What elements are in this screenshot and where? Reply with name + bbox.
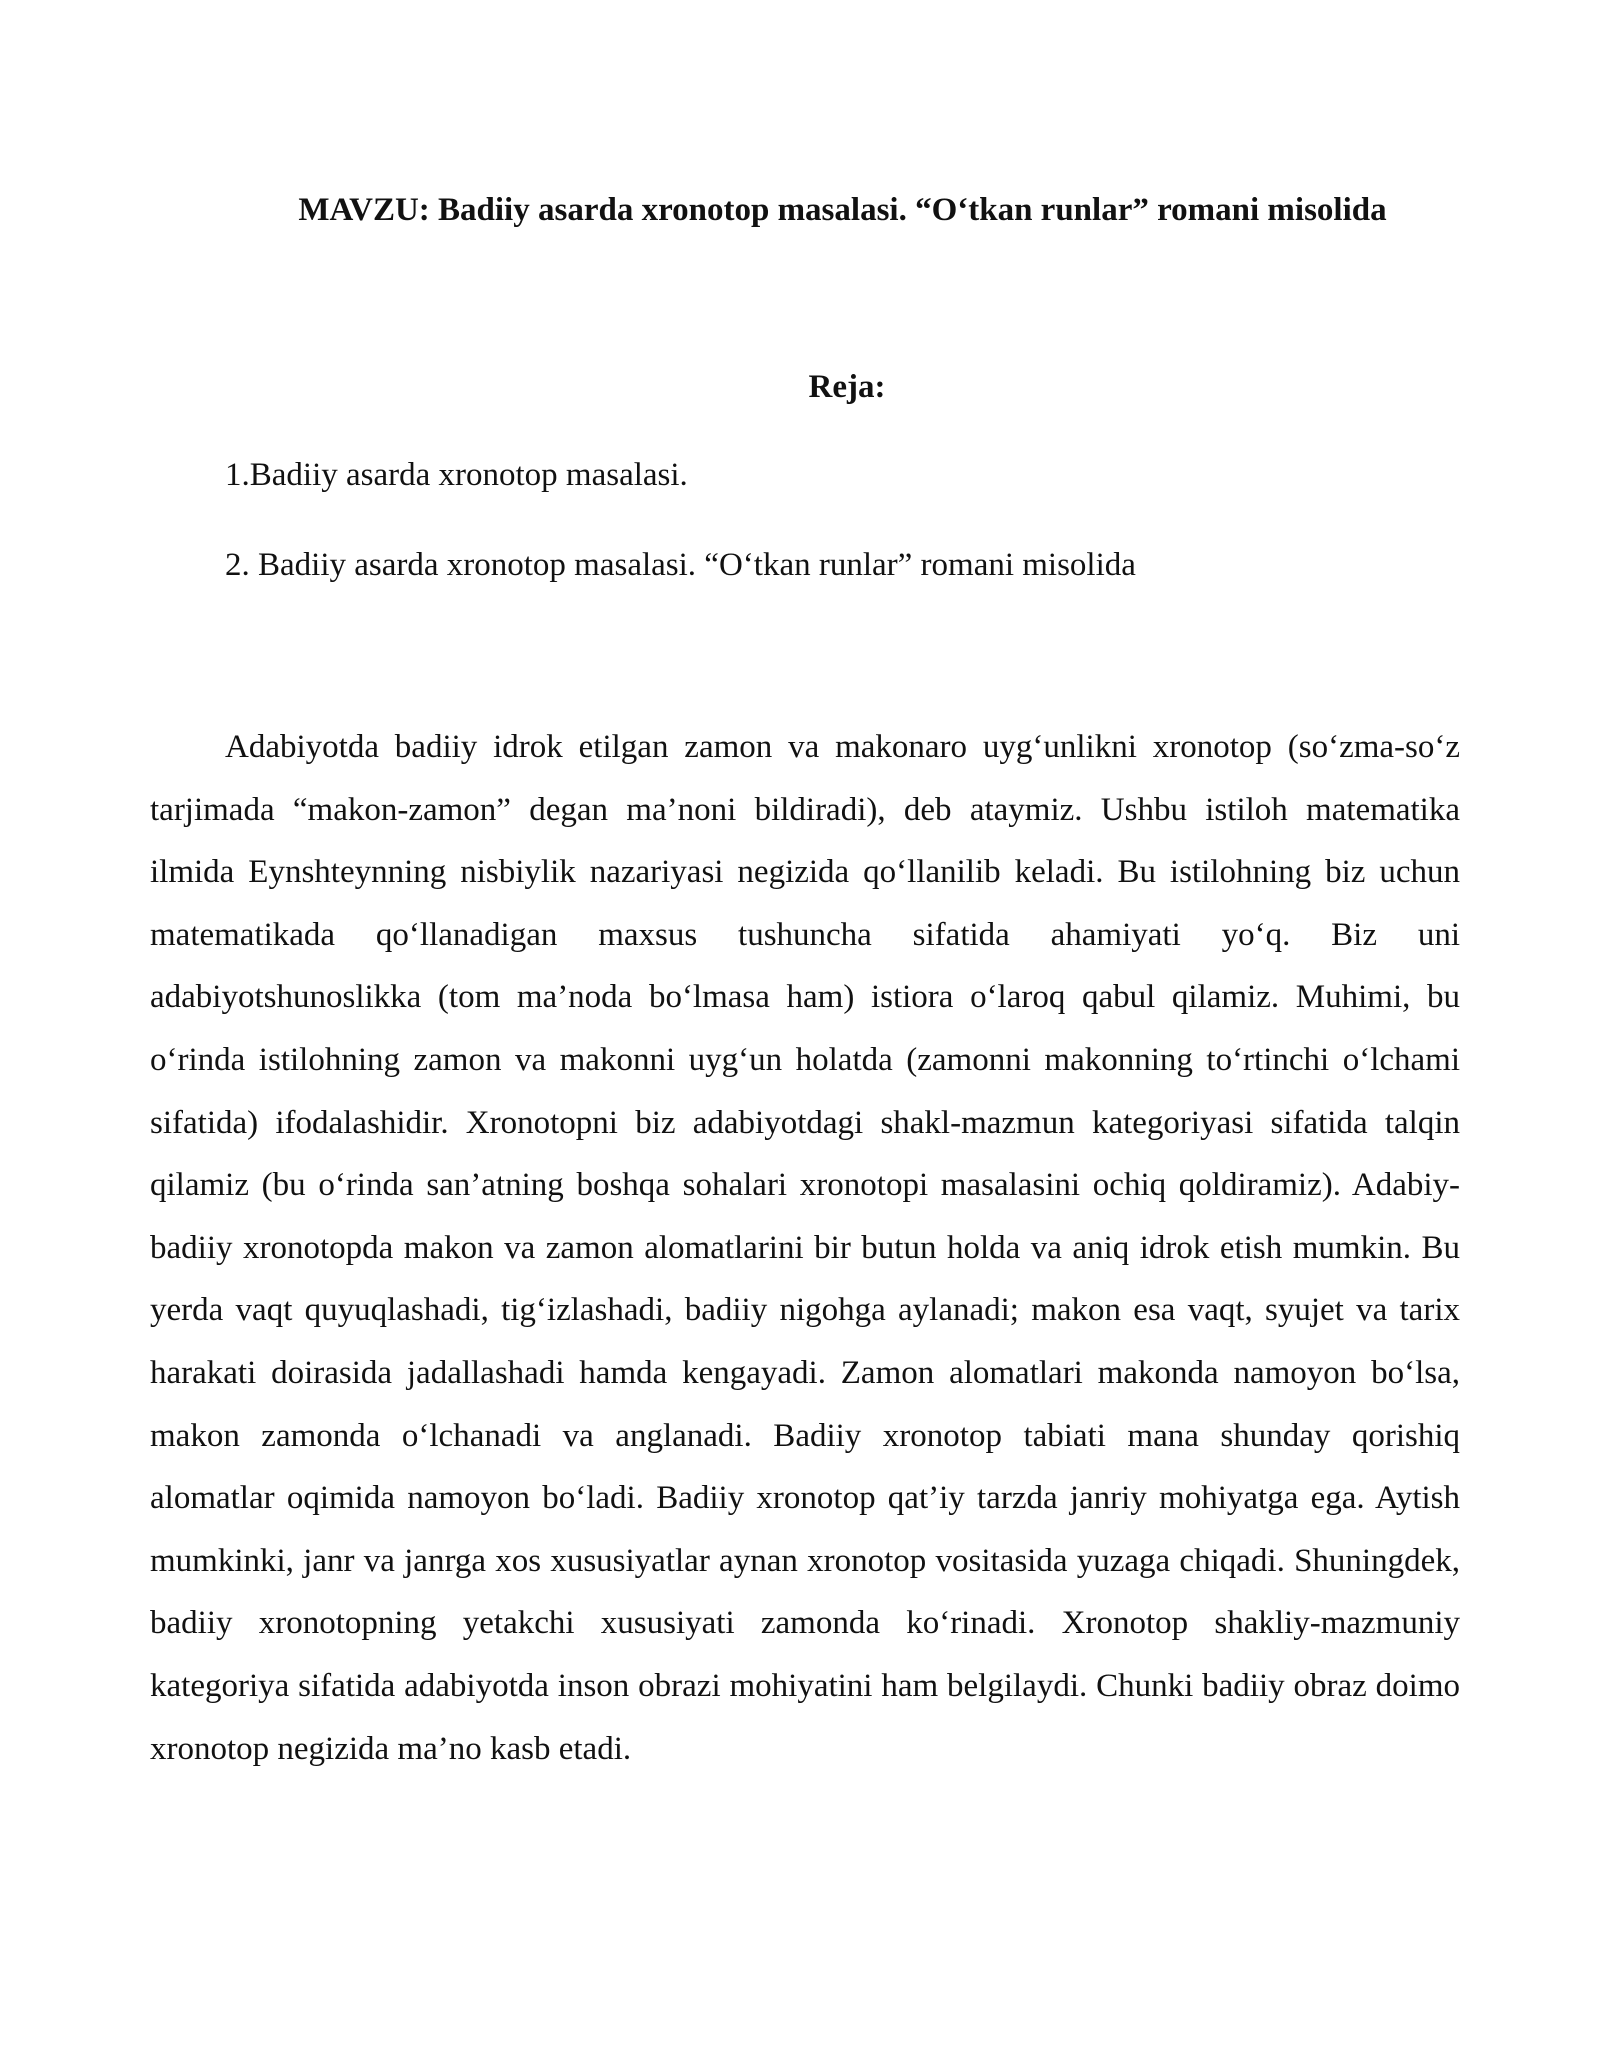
body-paragraph: Adabiyotda badiiy idrok etilgan zamon va makonaro uyg‘unlikni xronotop (so‘zma-so‘z tarjimada “makon-zamon” degan ma’noni bildiradi), deb ataymiz. Ushbu istiloh matematika ilmida Eynshteynning nisbiylik nazariyasi negizida qo‘llanilib keladi. Bu istilohning biz uchun matematikada qo‘llanadigan maxsus tushuncha sifatida ahamiyati yo‘q. Biz uni adabiyotshunoslikka (tom ma’noda bo‘lmasa ham) istiora o‘laroq qabul qilamiz. Muhimi, bu o‘rinda istilohning zamon va makonni uyg‘un holatda (zamonni makonning to‘rtinchi o‘lchami sifatida) ifodalashidir. Xronotopni biz adabiyotdagi shakl-mazmun kategoriyasi sifatida talqin qilamiz (bu o‘rinda san’atning boshqa sohalari xronotopi masalasini ochiq qoldiramiz). Adabiy-badiiy xronotopda makon va zamon alomatlarini bir butun holda va aniq idrok etish mumkin. Bu yerda vaqt quyuqlashadi, tig‘izlashadi, badiiy nigohga aylanadi; makon esa vaqt, syujet va tarix harakati doirasida jadallashadi hamda kengayadi. Zamon alomatlari makonda namoyon bo‘lsa, makon zamonda o‘lchanadi va anglanadi. Badiiy xronotop tabiati mana shunday qorishiq alomatlar oqimida namoyon bo‘ladi. Badiiy xronotop qat’iy tarzda janriy mohiyatga ega. Aytish mumkinki, janr va janrga xos xususiyatlar aynan xronotop vositasida yuzaga chiqadi. Shuningdek, badiiy xronotopning yetakchi xususiyati zamonda ko‘rinadi. Xronotop shakliy-mazmuniy kategoriya sifatida adabiyotda inson obrazi mohiyatini ham belgilaydi. Chunki badiiy obraz doimo xronotop negizida ma’no kasb etadi. — [150, 729, 1460, 1767]
plan-heading: Reja: — [808, 369, 886, 405]
plan-list — [225, 455, 1136, 585]
document-title: MAVZU: Badiiy asarda xronotop masalasi. “O‘tkan runlar” romani misolida — [298, 192, 1387, 228]
plan-item: 1.Badiiy asarda xronotop masalasi. — [225, 457, 688, 493]
plan-item: 2. Badiiy asarda xronotop masalasi. “O‘tkan runlar” romani misolida — [225, 547, 1136, 583]
